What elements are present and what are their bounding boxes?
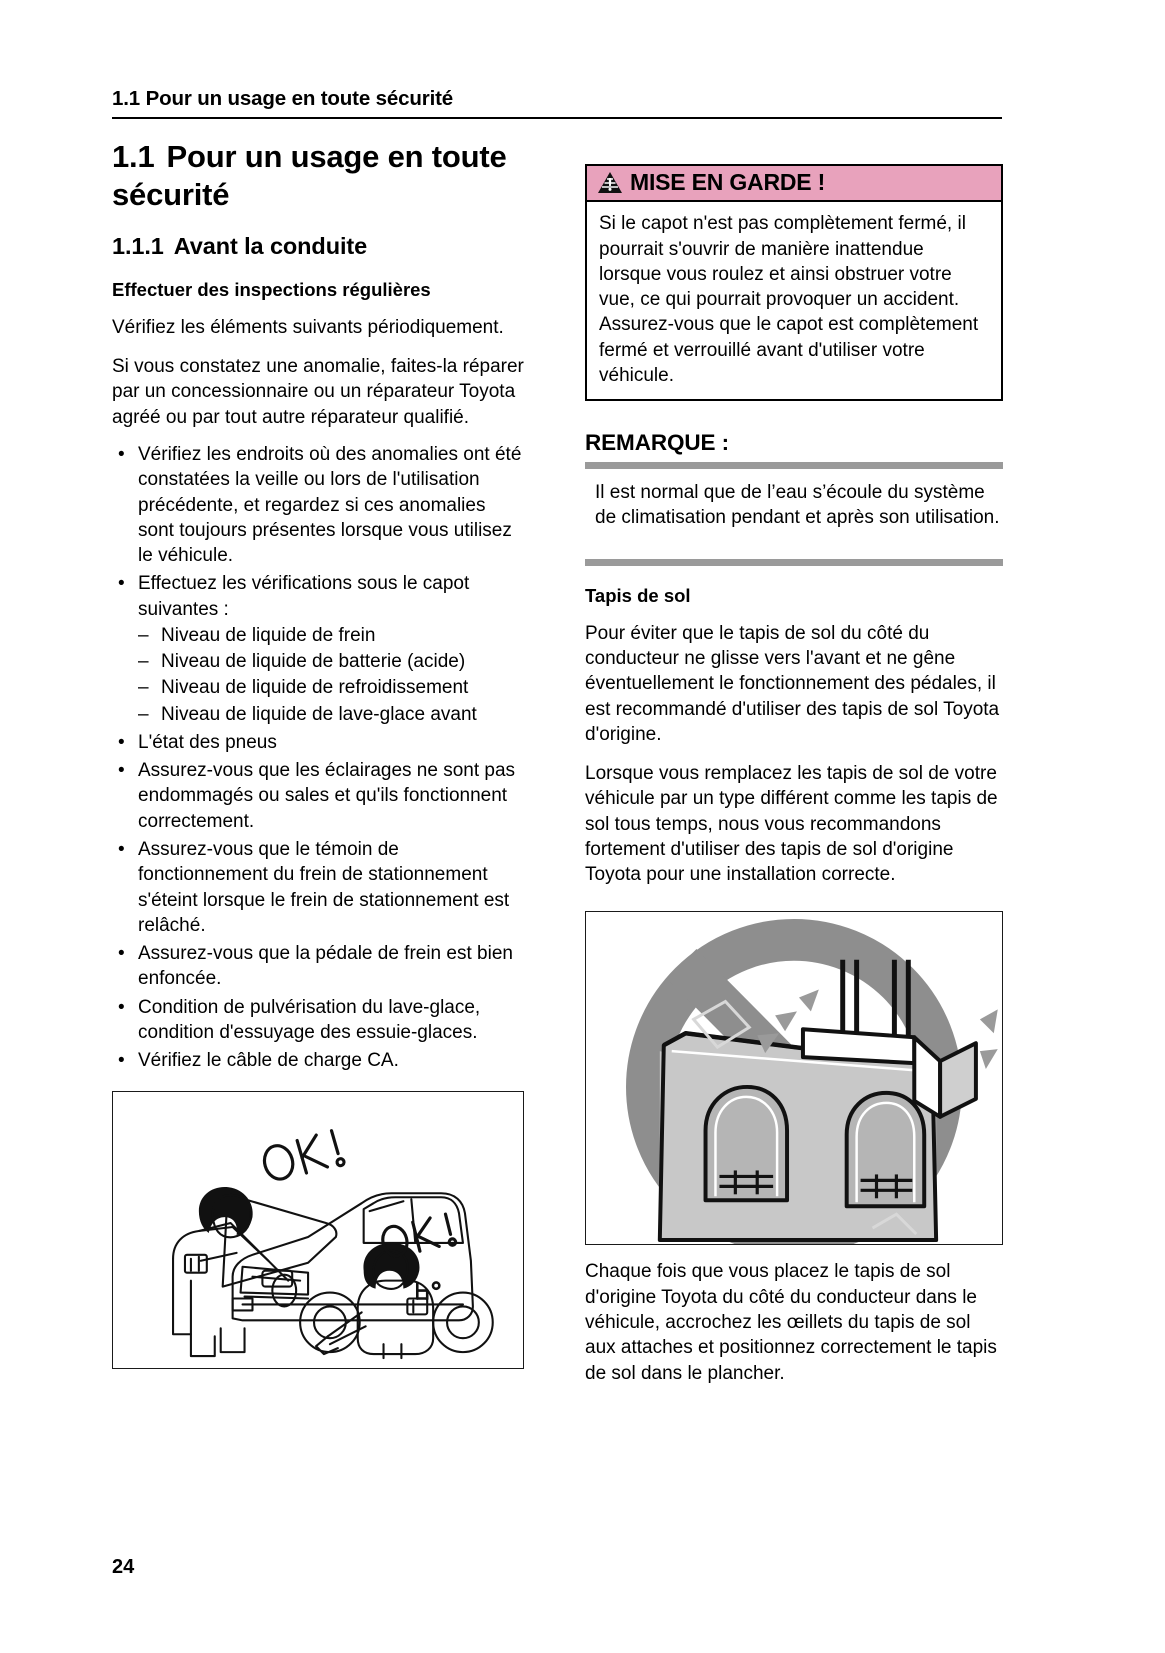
list-item-text: Assurez-vous que la pédale de frein est bien enfoncée. <box>138 943 513 990</box>
bullet-glyph: • <box>118 996 125 1018</box>
right-column <box>585 128 1003 1386</box>
dash-glyph: – <box>138 703 149 725</box>
warning-text: Si le capot n'est pas complètement fermé, il pourrait s'ouvrir de manière inattendue lorsque vous roulez et ainsi obstruer votre vue, ce qui pourrait provoquer un accident. Assurez-vous que le capot est complètement fermé et verrouillé avant d'utiliser votre véhicule. <box>599 213 979 386</box>
list-item-text: Condition de pulvérisation du lave-glace, condition d'essuyage des essuie-glaces. <box>138 996 481 1043</box>
chapter-number: 1.1 <box>112 139 155 174</box>
remarque-title: REMARQUE : <box>585 430 729 456</box>
bullet-glyph: • <box>118 943 125 965</box>
chapter-title-text: Pour un usage en toute sécurité <box>112 139 507 212</box>
list-item-text: Assurez-vous que le témoin de fonctionnement du frein de stationnement s'éteint lorsque le frein de stationnement est relâché. <box>138 838 510 936</box>
page-number: 24 <box>112 1556 135 1578</box>
chapter-title <box>112 138 524 214</box>
sub-list-item-text: Niveau de liquide de lave-glace avant <box>161 703 477 725</box>
bullet-glyph: • <box>118 1050 125 1072</box>
bullet-glyph: • <box>118 573 125 595</box>
list-item <box>112 730 524 755</box>
list-item-text: Effectuez les vérifications sous le capot suivantes : <box>138 573 470 620</box>
list-item-text: L'état des pneus <box>138 731 277 753</box>
left-column <box>112 128 524 1369</box>
warning-triangle-icon <box>597 171 623 194</box>
sub-list-item <box>138 675 524 700</box>
list-item <box>112 941 524 992</box>
bullet-glyph: • <box>118 444 125 465</box>
list-item <box>112 442 524 568</box>
floor-mat-title: Tapis de sol <box>585 584 691 606</box>
list-item <box>112 758 524 834</box>
list-item-text: Assurez-vous que les éclairages ne sont pas endommagés ou sales et qu'ils fonctionnent correctement. <box>138 760 516 832</box>
warning-header <box>587 166 1001 202</box>
section-title-text: Avant la conduite <box>173 232 368 259</box>
remarque-section <box>585 429 1003 566</box>
paragraph: Si vous constatez une anomalie, faites-la réparer par un concessionnaire ou un réparateur Toyota agréé ou par tout autre réparateur qualifié. <box>112 356 524 428</box>
running-head <box>112 86 1002 119</box>
inspection-illustration <box>112 1091 524 1369</box>
sub-list-item-text: Niveau de liquide de batterie (acide) <box>161 651 466 673</box>
section-title <box>112 232 524 260</box>
sub-list-item-text: Niveau de liquide de frein <box>161 624 376 646</box>
bullet-glyph: • <box>118 731 125 753</box>
remarque-body <box>585 480 1003 531</box>
warning-box <box>585 164 1003 401</box>
list-item <box>112 1048 524 1073</box>
paragraph: Vérifiez les éléments suivants périodiquement. <box>112 316 504 338</box>
list-item <box>112 571 524 727</box>
paragraph: Pour éviter que le tapis de sol du côté du conducteur ne glisse vers l'avant et ne gêne éventuellement le fonctionnement des pédales, il est recommandé d'utiliser des tapis de sol Toyota d'origine. <box>585 622 1000 745</box>
paragraph: Lorsque vous remplacez les tapis de sol de votre véhicule par un type différent comme les tapis de sol tous temps, nous vous recommandons fortement d'utiliser des tapis de sol d'origine Toyota pour une installation correcte. <box>585 763 998 886</box>
remarque-top-rule <box>585 462 1003 469</box>
paragraph: Chaque fois que vous placez le tapis de sol d'origine Toyota du côté du conducteur dans le véhicule, accrochez les œillets du tapis de sol aux attaches et positionnez correctement le tapis de sol dans le plancher. <box>585 1261 997 1384</box>
bullet-glyph: • <box>118 760 125 782</box>
floor-mat-prohibition-illustration <box>585 911 1003 1245</box>
sub-list <box>138 623 524 727</box>
list-item-text: Vérifiez les endroits où des anomalies ont été constatées la veille ou lors de l'utilisation précédente, et regardez si ces anomalies sont toujours présentes lorsque vous utilisez le véhicule. <box>138 444 522 567</box>
sub-list-item-text: Niveau de liquide de refroidissement <box>161 677 469 699</box>
section-number: 1.1.1 <box>112 232 164 259</box>
running-head-text: 1.1 Pour un usage en toute sécurité <box>112 87 454 110</box>
bullet-glyph: • <box>118 838 125 860</box>
remarque-text: Il est normal que de l’eau s’écoule du système de climatisation pendant et après son utilisation. <box>595 482 1000 529</box>
list-item-text: Vérifiez le câble de charge CA. <box>138 1050 399 1072</box>
dash-glyph: – <box>138 651 149 673</box>
sub-list-item <box>138 649 524 674</box>
dash-glyph: – <box>138 624 149 646</box>
subsection-title: Effectuer des inspections régulières <box>112 278 431 300</box>
dash-glyph: – <box>138 677 149 699</box>
remarque-bottom-rule <box>585 559 1003 566</box>
sub-list-item <box>138 702 524 727</box>
warning-label: MISE EN GARDE ! <box>630 169 826 195</box>
inspection-bullet-list <box>112 442 524 1073</box>
list-item <box>112 837 524 938</box>
running-head-rule <box>112 117 1002 119</box>
sub-list-item <box>138 623 524 648</box>
warning-body <box>587 202 1001 399</box>
list-item <box>112 995 524 1046</box>
